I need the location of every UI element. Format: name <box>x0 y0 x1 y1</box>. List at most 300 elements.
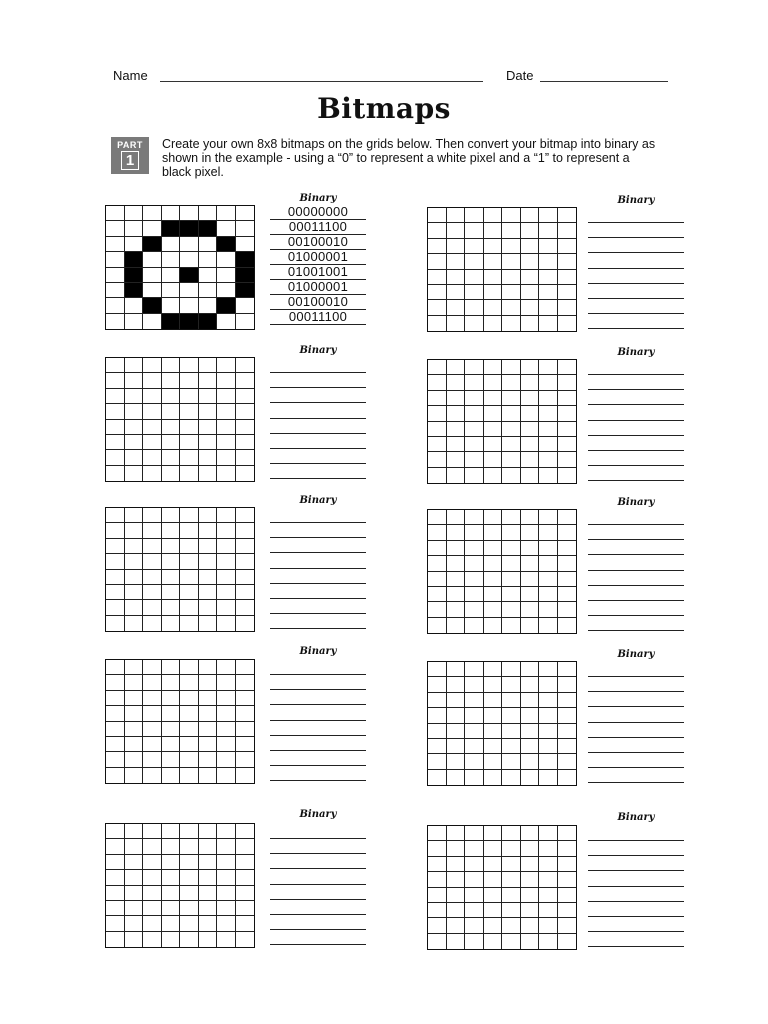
pixel-cell[interactable] <box>199 539 218 554</box>
pixel-cell[interactable] <box>236 570 255 585</box>
binary-answer-line[interactable] <box>588 855 684 856</box>
pixel-cell[interactable] <box>199 466 218 481</box>
pixel-cell[interactable] <box>484 754 503 769</box>
pixel-cell[interactable] <box>521 452 540 467</box>
pixel-cell[interactable] <box>484 572 503 587</box>
pixel-cell[interactable] <box>521 572 540 587</box>
pixel-cell[interactable] <box>521 510 540 525</box>
pixel-cell[interactable] <box>428 285 447 300</box>
pixel-cell[interactable] <box>447 841 466 856</box>
binary-answer-line[interactable] <box>270 704 366 705</box>
pixel-cell[interactable] <box>447 285 466 300</box>
pixel-cell[interactable] <box>428 422 447 437</box>
pixel-cell[interactable] <box>199 691 218 706</box>
pixel-cell[interactable] <box>106 358 125 373</box>
pixel-cell[interactable] <box>125 870 144 885</box>
pixel-cell[interactable] <box>236 932 255 947</box>
pixel-cell[interactable] <box>502 270 521 285</box>
pixel-cell[interactable] <box>502 510 521 525</box>
binary-answer-line[interactable] <box>588 298 684 299</box>
pixel-cell[interactable] <box>162 870 181 885</box>
pixel-cell[interactable] <box>502 903 521 918</box>
pixel-cell[interactable] <box>521 468 540 483</box>
binary-answer-line[interactable] <box>270 735 366 736</box>
binary-answer-line[interactable] <box>588 676 684 677</box>
binary-answer-line[interactable] <box>588 268 684 269</box>
pixel-cell[interactable] <box>236 466 255 481</box>
pixel-cell[interactable] <box>539 572 558 587</box>
binary-answer-line[interactable] <box>270 674 366 675</box>
pixel-cell[interactable] <box>539 422 558 437</box>
bitmap-grid[interactable] <box>427 509 577 634</box>
binary-answer-line[interactable] <box>588 840 684 841</box>
pixel-cell[interactable] <box>162 404 181 419</box>
pixel-cell[interactable] <box>502 300 521 315</box>
binary-answer-line[interactable] <box>270 628 366 629</box>
binary-answer-line[interactable] <box>588 283 684 284</box>
binary-answer-line[interactable] <box>270 402 366 403</box>
binary-answer-line[interactable] <box>270 552 366 553</box>
binary-answer-line[interactable] <box>270 537 366 538</box>
pixel-cell[interactable] <box>125 737 144 752</box>
pixel-cell[interactable] <box>106 508 125 523</box>
pixel-cell[interactable] <box>106 389 125 404</box>
pixel-cell[interactable] <box>162 768 181 783</box>
pixel-cell[interactable] <box>180 901 199 916</box>
pixel-cell[interactable] <box>428 316 447 331</box>
pixel-cell[interactable] <box>558 602 577 617</box>
binary-answer-line[interactable] <box>588 237 684 238</box>
pixel-cell[interactable] <box>199 450 218 465</box>
pixel-cell[interactable] <box>180 523 199 538</box>
pixel-cell[interactable] <box>558 662 577 677</box>
pixel-cell[interactable] <box>465 556 484 571</box>
pixel-cell[interactable] <box>125 435 144 450</box>
pixel-cell[interactable] <box>180 600 199 615</box>
pixel-cell[interactable] <box>199 855 218 870</box>
binary-answer-line[interactable] <box>588 328 684 329</box>
pixel-cell[interactable] <box>162 539 181 554</box>
pixel-cell[interactable] <box>465 841 484 856</box>
binary-answer-line[interactable] <box>588 752 684 753</box>
pixel-cell[interactable] <box>447 888 466 903</box>
pixel-cell[interactable] <box>125 420 144 435</box>
binary-answer-line[interactable] <box>588 946 684 947</box>
pixel-cell[interactable] <box>539 677 558 692</box>
pixel-cell[interactable] <box>143 373 162 388</box>
pixel-cell[interactable] <box>125 466 144 481</box>
pixel-cell[interactable] <box>502 754 521 769</box>
binary-answer-line[interactable] <box>588 706 684 707</box>
pixel-cell[interactable] <box>162 706 181 721</box>
bitmap-grid[interactable] <box>105 507 255 632</box>
pixel-cell[interactable] <box>521 406 540 421</box>
pixel-cell[interactable] <box>236 839 255 854</box>
pixel-cell[interactable] <box>199 706 218 721</box>
binary-answer-line[interactable] <box>270 765 366 766</box>
pixel-cell[interactable] <box>502 541 521 556</box>
pixel-cell[interactable] <box>521 525 540 540</box>
pixel-cell[interactable] <box>217 737 236 752</box>
pixel-cell[interactable] <box>447 360 466 375</box>
pixel-cell[interactable] <box>106 839 125 854</box>
pixel-cell[interactable] <box>199 554 218 569</box>
pixel-cell[interactable] <box>484 254 503 269</box>
pixel-cell[interactable] <box>539 239 558 254</box>
pixel-cell[interactable] <box>217 450 236 465</box>
pixel-cell[interactable] <box>521 587 540 602</box>
pixel-cell[interactable] <box>217 870 236 885</box>
pixel-cell[interactable] <box>465 857 484 872</box>
pixel-cell[interactable] <box>465 602 484 617</box>
pixel-cell[interactable] <box>465 452 484 467</box>
pixel-cell[interactable] <box>502 468 521 483</box>
pixel-cell[interactable] <box>143 901 162 916</box>
pixel-cell[interactable] <box>558 770 577 785</box>
pixel-cell[interactable] <box>143 706 162 721</box>
pixel-cell[interactable] <box>428 208 447 223</box>
pixel-cell[interactable] <box>106 886 125 901</box>
pixel-cell[interactable] <box>217 539 236 554</box>
binary-answer-line[interactable] <box>588 570 684 571</box>
pixel-cell[interactable] <box>162 752 181 767</box>
pixel-cell[interactable] <box>465 270 484 285</box>
binary-answer-line[interactable] <box>588 600 684 601</box>
binary-answer-line[interactable] <box>588 465 684 466</box>
pixel-cell[interactable] <box>447 208 466 223</box>
pixel-cell[interactable] <box>465 587 484 602</box>
pixel-cell[interactable] <box>428 677 447 692</box>
pixel-cell[interactable] <box>106 404 125 419</box>
pixel-cell[interactable] <box>447 375 466 390</box>
pixel-cell[interactable] <box>484 857 503 872</box>
pixel-cell[interactable] <box>199 616 218 631</box>
pixel-cell[interactable] <box>484 770 503 785</box>
pixel-cell[interactable] <box>539 541 558 556</box>
pixel-cell[interactable] <box>428 541 447 556</box>
pixel-cell[interactable] <box>539 556 558 571</box>
pixel-cell[interactable] <box>125 660 144 675</box>
pixel-cell[interactable] <box>447 468 466 483</box>
pixel-cell[interactable] <box>143 616 162 631</box>
pixel-cell[interactable] <box>484 677 503 692</box>
pixel-cell[interactable] <box>558 285 577 300</box>
pixel-cell[interactable] <box>106 420 125 435</box>
pixel-cell[interactable] <box>447 934 466 949</box>
pixel-cell[interactable] <box>558 934 577 949</box>
pixel-cell[interactable] <box>447 903 466 918</box>
pixel-cell[interactable] <box>199 675 218 690</box>
binary-answer-line[interactable] <box>588 585 684 586</box>
pixel-cell[interactable] <box>199 768 218 783</box>
pixel-cell[interactable] <box>106 691 125 706</box>
pixel-cell[interactable] <box>447 437 466 452</box>
pixel-cell[interactable] <box>428 724 447 739</box>
pixel-cell[interactable] <box>558 452 577 467</box>
pixel-cell[interactable] <box>236 675 255 690</box>
pixel-cell[interactable] <box>539 300 558 315</box>
pixel-cell[interactable] <box>143 855 162 870</box>
pixel-cell[interactable] <box>539 316 558 331</box>
pixel-cell[interactable] <box>125 616 144 631</box>
pixel-cell[interactable] <box>162 660 181 675</box>
pixel-cell[interactable] <box>428 572 447 587</box>
pixel-cell[interactable] <box>558 841 577 856</box>
pixel-cell[interactable] <box>484 406 503 421</box>
pixel-cell[interactable] <box>125 373 144 388</box>
pixel-cell[interactable] <box>558 525 577 540</box>
pixel-cell[interactable] <box>447 918 466 933</box>
pixel-cell[interactable] <box>199 737 218 752</box>
pixel-cell[interactable] <box>539 223 558 238</box>
pixel-cell[interactable] <box>106 768 125 783</box>
pixel-cell[interactable] <box>558 693 577 708</box>
pixel-cell[interactable] <box>521 770 540 785</box>
pixel-cell[interactable] <box>539 724 558 739</box>
pixel-cell[interactable] <box>521 360 540 375</box>
pixel-cell[interactable] <box>502 406 521 421</box>
pixel-cell[interactable] <box>162 616 181 631</box>
pixel-cell[interactable] <box>106 616 125 631</box>
bitmap-grid[interactable] <box>427 825 577 950</box>
pixel-cell[interactable] <box>502 618 521 633</box>
pixel-cell[interactable] <box>502 391 521 406</box>
pixel-cell[interactable] <box>539 360 558 375</box>
pixel-cell[interactable] <box>180 404 199 419</box>
pixel-cell[interactable] <box>106 554 125 569</box>
pixel-cell[interactable] <box>125 554 144 569</box>
pixel-cell[interactable] <box>180 616 199 631</box>
pixel-cell[interactable] <box>106 870 125 885</box>
pixel-cell[interactable] <box>236 389 255 404</box>
pixel-cell[interactable] <box>465 918 484 933</box>
pixel-cell[interactable] <box>199 508 218 523</box>
pixel-cell[interactable] <box>539 857 558 872</box>
pixel-cell[interactable] <box>447 316 466 331</box>
pixel-cell[interactable] <box>428 556 447 571</box>
bitmap-grid[interactable] <box>427 359 577 484</box>
pixel-cell[interactable] <box>521 724 540 739</box>
pixel-cell[interactable] <box>484 437 503 452</box>
binary-answer-line[interactable] <box>588 539 684 540</box>
pixel-cell[interactable] <box>521 693 540 708</box>
pixel-cell[interactable] <box>162 722 181 737</box>
pixel-cell[interactable] <box>484 525 503 540</box>
pixel-cell[interactable] <box>484 708 503 723</box>
pixel-cell[interactable] <box>180 870 199 885</box>
pixel-cell[interactable] <box>558 254 577 269</box>
binary-answer-line[interactable] <box>270 944 366 945</box>
binary-answer-line[interactable] <box>270 522 366 523</box>
pixel-cell[interactable] <box>236 737 255 752</box>
pixel-cell[interactable] <box>539 587 558 602</box>
pixel-cell[interactable] <box>447 754 466 769</box>
pixel-cell[interactable] <box>539 375 558 390</box>
pixel-cell[interactable] <box>199 420 218 435</box>
pixel-cell[interactable] <box>125 824 144 839</box>
pixel-cell[interactable] <box>428 857 447 872</box>
pixel-cell[interactable] <box>162 570 181 585</box>
pixel-cell[interactable] <box>465 360 484 375</box>
pixel-cell[interactable] <box>465 888 484 903</box>
binary-answer-line[interactable] <box>270 780 366 781</box>
pixel-cell[interactable] <box>428 437 447 452</box>
pixel-cell[interactable] <box>521 754 540 769</box>
pixel-cell[interactable] <box>465 316 484 331</box>
binary-answer-line[interactable] <box>270 929 366 930</box>
pixel-cell[interactable] <box>199 660 218 675</box>
pixel-cell[interactable] <box>502 437 521 452</box>
pixel-cell[interactable] <box>162 450 181 465</box>
pixel-cell[interactable] <box>180 855 199 870</box>
pixel-cell[interactable] <box>217 435 236 450</box>
pixel-cell[interactable] <box>502 826 521 841</box>
pixel-cell[interactable] <box>521 708 540 723</box>
pixel-cell[interactable] <box>143 358 162 373</box>
pixel-cell[interactable] <box>447 525 466 540</box>
pixel-cell[interactable] <box>502 888 521 903</box>
binary-answer-line[interactable] <box>588 222 684 223</box>
pixel-cell[interactable] <box>558 754 577 769</box>
pixel-cell[interactable] <box>447 857 466 872</box>
pixel-cell[interactable] <box>465 285 484 300</box>
bitmap-grid[interactable] <box>427 207 577 332</box>
pixel-cell[interactable] <box>484 208 503 223</box>
pixel-cell[interactable] <box>539 770 558 785</box>
pixel-cell[interactable] <box>143 675 162 690</box>
pixel-cell[interactable] <box>447 872 466 887</box>
pixel-cell[interactable] <box>539 602 558 617</box>
pixel-cell[interactable] <box>236 508 255 523</box>
pixel-cell[interactable] <box>447 724 466 739</box>
pixel-cell[interactable] <box>484 587 503 602</box>
binary-answer-line[interactable] <box>270 583 366 584</box>
pixel-cell[interactable] <box>199 435 218 450</box>
pixel-cell[interactable] <box>447 422 466 437</box>
pixel-cell[interactable] <box>558 391 577 406</box>
pixel-cell[interactable] <box>180 358 199 373</box>
pixel-cell[interactable] <box>180 466 199 481</box>
pixel-cell[interactable] <box>106 916 125 931</box>
pixel-cell[interactable] <box>236 554 255 569</box>
pixel-cell[interactable] <box>502 285 521 300</box>
pixel-cell[interactable] <box>180 706 199 721</box>
pixel-cell[interactable] <box>558 270 577 285</box>
pixel-cell[interactable] <box>447 452 466 467</box>
pixel-cell[interactable] <box>162 824 181 839</box>
pixel-cell[interactable] <box>143 691 162 706</box>
pixel-cell[interactable] <box>484 918 503 933</box>
binary-answer-line[interactable] <box>588 404 684 405</box>
pixel-cell[interactable] <box>465 708 484 723</box>
pixel-cell[interactable] <box>484 618 503 633</box>
pixel-cell[interactable] <box>428 888 447 903</box>
pixel-cell[interactable] <box>558 208 577 223</box>
pixel-cell[interactable] <box>236 855 255 870</box>
pixel-cell[interactable] <box>162 508 181 523</box>
pixel-cell[interactable] <box>217 523 236 538</box>
pixel-cell[interactable] <box>521 208 540 223</box>
pixel-cell[interactable] <box>180 450 199 465</box>
pixel-cell[interactable] <box>539 525 558 540</box>
pixel-cell[interactable] <box>502 452 521 467</box>
pixel-cell[interactable] <box>143 570 162 585</box>
pixel-cell[interactable] <box>484 452 503 467</box>
pixel-cell[interactable] <box>539 285 558 300</box>
pixel-cell[interactable] <box>236 616 255 631</box>
pixel-cell[interactable] <box>447 556 466 571</box>
pixel-cell[interactable] <box>162 373 181 388</box>
pixel-cell[interactable] <box>558 857 577 872</box>
pixel-cell[interactable] <box>484 468 503 483</box>
pixel-cell[interactable] <box>199 600 218 615</box>
pixel-cell[interactable] <box>199 752 218 767</box>
binary-answer-line[interactable] <box>270 853 366 854</box>
binary-answer-line[interactable] <box>588 252 684 253</box>
pixel-cell[interactable] <box>484 300 503 315</box>
pixel-cell[interactable] <box>236 660 255 675</box>
pixel-cell[interactable] <box>558 468 577 483</box>
pixel-cell[interactable] <box>180 660 199 675</box>
pixel-cell[interactable] <box>484 510 503 525</box>
pixel-cell[interactable] <box>484 422 503 437</box>
pixel-cell[interactable] <box>236 539 255 554</box>
pixel-cell[interactable] <box>125 839 144 854</box>
pixel-cell[interactable] <box>162 886 181 901</box>
pixel-cell[interactable] <box>217 752 236 767</box>
pixel-cell[interactable] <box>502 375 521 390</box>
pixel-cell[interactable] <box>162 554 181 569</box>
pixel-cell[interactable] <box>143 824 162 839</box>
pixel-cell[interactable] <box>502 360 521 375</box>
pixel-cell[interactable] <box>125 389 144 404</box>
pixel-cell[interactable] <box>465 872 484 887</box>
binary-answer-line[interactable] <box>588 450 684 451</box>
pixel-cell[interactable] <box>558 556 577 571</box>
pixel-cell[interactable] <box>143 508 162 523</box>
pixel-cell[interactable] <box>217 404 236 419</box>
pixel-cell[interactable] <box>217 616 236 631</box>
pixel-cell[interactable] <box>465 375 484 390</box>
pixel-cell[interactable] <box>465 541 484 556</box>
pixel-cell[interactable] <box>236 722 255 737</box>
pixel-cell[interactable] <box>236 523 255 538</box>
pixel-cell[interactable] <box>236 420 255 435</box>
binary-answer-line[interactable] <box>588 886 684 887</box>
pixel-cell[interactable] <box>521 841 540 856</box>
pixel-cell[interactable] <box>143 768 162 783</box>
pixel-cell[interactable] <box>106 737 125 752</box>
pixel-cell[interactable] <box>521 254 540 269</box>
pixel-cell[interactable] <box>447 739 466 754</box>
pixel-cell[interactable] <box>447 510 466 525</box>
pixel-cell[interactable] <box>125 404 144 419</box>
pixel-cell[interactable] <box>199 570 218 585</box>
pixel-cell[interactable] <box>143 539 162 554</box>
pixel-cell[interactable] <box>465 254 484 269</box>
pixel-cell[interactable] <box>125 358 144 373</box>
pixel-cell[interactable] <box>180 932 199 947</box>
pixel-cell[interactable] <box>502 525 521 540</box>
pixel-cell[interactable] <box>180 420 199 435</box>
pixel-cell[interactable] <box>217 420 236 435</box>
pixel-cell[interactable] <box>143 916 162 931</box>
pixel-cell[interactable] <box>143 554 162 569</box>
pixel-cell[interactable] <box>558 510 577 525</box>
pixel-cell[interactable] <box>484 223 503 238</box>
pixel-cell[interactable] <box>539 406 558 421</box>
pixel-cell[interactable] <box>502 857 521 872</box>
